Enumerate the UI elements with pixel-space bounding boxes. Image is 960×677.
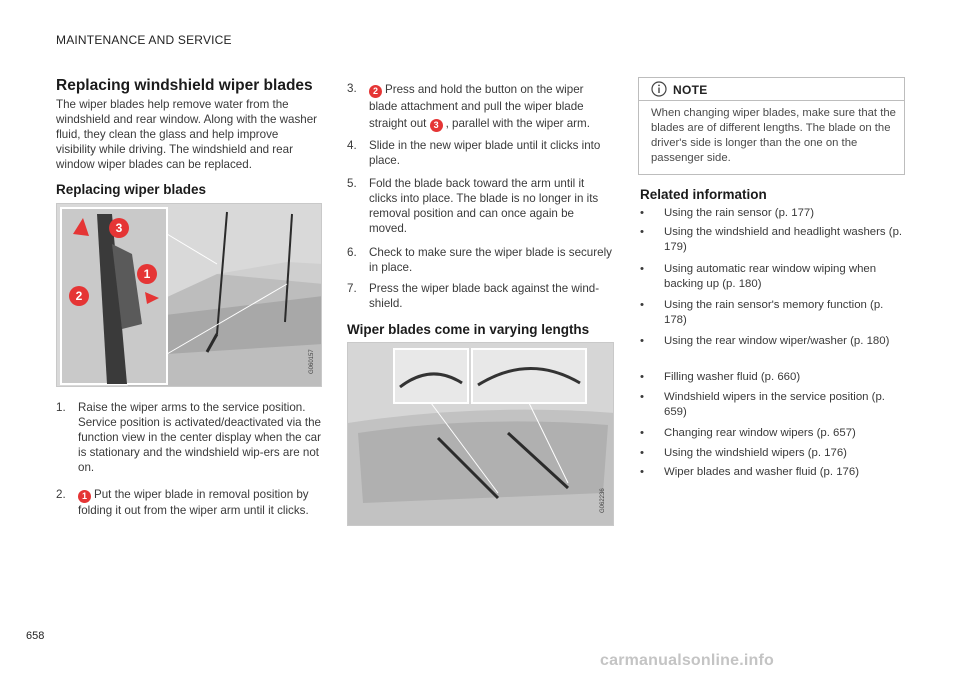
- bullet: •: [640, 466, 644, 478]
- step-2: 2. 1 Put the wiper blade in removal position by folding it out from the wiper arm until it clicks.: [56, 488, 309, 517]
- bullet: •: [640, 226, 644, 238]
- bullet: •: [640, 447, 644, 459]
- callout-badge-2: 2: [369, 85, 382, 98]
- bullet: •: [640, 335, 644, 347]
- step-3: 3. 2 Press and hold the button on the wiper blade attachment and pull the wiper blade straight out 3 , parallel with the wiper arm.: [347, 82, 590, 130]
- note-box: [638, 77, 905, 175]
- note-text: When changing wiper blades, make sure that the blades are of different lengths. The blade on the driver's side is longer than the one on the passenger side.: [651, 107, 896, 164]
- bullet: •: [640, 263, 644, 275]
- bullet: •: [640, 391, 644, 403]
- callout-badge-1: 1: [78, 490, 91, 503]
- image-code-1: G060157: [309, 349, 315, 374]
- callout-2: 2: [75, 289, 83, 303]
- bullet: •: [640, 371, 644, 383]
- info-icon: [651, 81, 667, 97]
- section-heading-replacing: Replacing wiper blades: [56, 182, 207, 197]
- callout-3: 3: [115, 221, 123, 235]
- intro-paragraph: The wiper blades help remove water from the windshield and rear window. Along with the washer fluid, they clean the glass and help improve visibility while driving. The windshield and rear window wiper blades can be replaced.: [56, 98, 318, 171]
- related-heading: Related information: [640, 187, 767, 202]
- watermark: carmanualsonline.info: [600, 652, 775, 669]
- running-header: MAINTENANCE AND SERVICE: [56, 33, 232, 47]
- step-1: 1. Raise the wiper arms to the service position. Service position is activated/deactivated via the function view in the center display when the car is stationary and the windshield wip-ers are not on.: [56, 401, 321, 474]
- wiper-removal-illustration: [56, 203, 322, 387]
- callout-badge-3: 3: [430, 119, 443, 132]
- page-number: 658: [26, 630, 45, 642]
- note-title: NOTE: [673, 83, 708, 97]
- page-title: Replacing windshield wiper blades: [56, 77, 313, 94]
- wiper-lengths-illustration: [347, 342, 614, 526]
- image-code-2: G062236: [600, 488, 606, 513]
- bullet: •: [640, 299, 644, 311]
- section-heading-lengths: Wiper blades come in varying lengths: [347, 322, 590, 337]
- callout-1: 1: [143, 267, 151, 281]
- note-header: [639, 78, 904, 101]
- bullet: •: [640, 427, 644, 439]
- bullet: •: [640, 207, 644, 219]
